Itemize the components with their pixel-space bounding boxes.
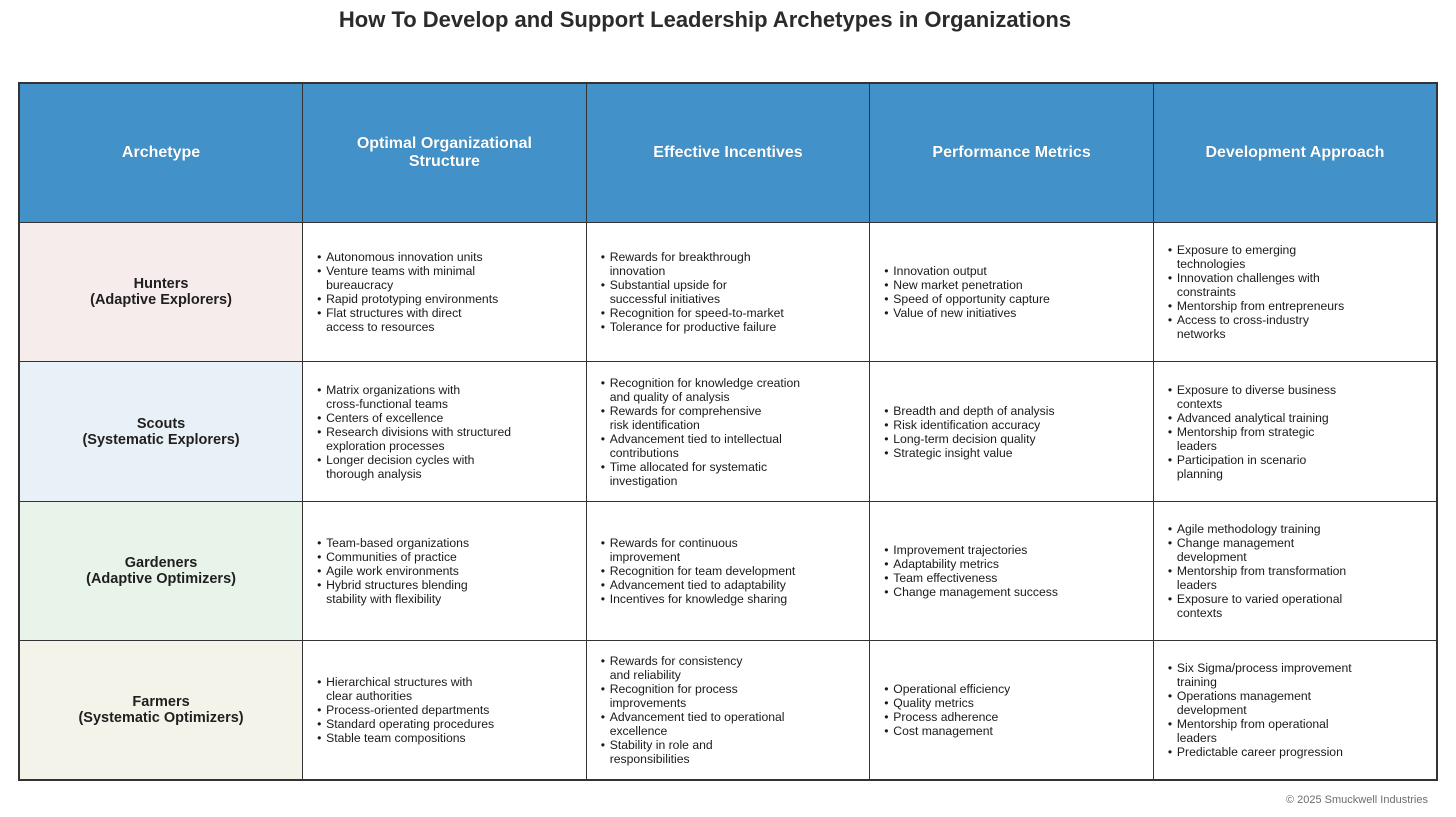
list-item: • Recognition for knowledge creation and quality of analysis bbox=[601, 376, 856, 404]
list-item: • Change management success bbox=[884, 585, 1139, 599]
archetype-subtitle: (Systematic Explorers) bbox=[82, 431, 240, 448]
list-item: • Recognition for process improvements bbox=[601, 682, 856, 710]
metrics-cell bbox=[870, 362, 1154, 501]
list-item: • Mentorship from entrepreneurs bbox=[1168, 299, 1422, 313]
table-row bbox=[19, 501, 1437, 640]
copyright-footer: © 2025 Smuckwell Industries bbox=[1285, 794, 1428, 806]
archetype-subtitle: (Systematic Optimizers) bbox=[78, 710, 244, 727]
list-item: • Cost management bbox=[884, 724, 1139, 738]
list-item: • Agile methodology training bbox=[1168, 522, 1422, 536]
list-item: • Rewards for breakthrough innovation bbox=[601, 250, 856, 278]
header-structure: Optimal Organizational Structure bbox=[303, 83, 587, 223]
list-item: • Advanced analytical training bbox=[1168, 411, 1422, 425]
list-item: • Longer decision cycles with thorough analysis bbox=[317, 453, 572, 481]
list-item: • Mentorship from strategic leaders bbox=[1168, 425, 1422, 453]
archetype-subtitle: (Adaptive Optimizers) bbox=[86, 570, 236, 587]
list-item: • Innovation output bbox=[884, 264, 1139, 278]
bullet-list bbox=[303, 536, 586, 606]
bullet-list bbox=[587, 536, 870, 606]
list-item: • Advancement tied to operational excellence bbox=[601, 710, 856, 738]
bullet-list bbox=[870, 682, 1153, 738]
list-item: • Long-term decision quality bbox=[884, 432, 1139, 446]
archetype-name: Hunters bbox=[133, 276, 189, 293]
development-cell bbox=[1153, 223, 1437, 362]
metrics-cell bbox=[870, 501, 1154, 640]
list-item: • Rewards for continuous improvement bbox=[601, 536, 856, 564]
list-item: • Speed of opportunity capture bbox=[884, 292, 1139, 306]
list-item: • Access to cross-industry networks bbox=[1168, 313, 1422, 341]
archetype-table bbox=[18, 82, 1438, 781]
archetype-name: Gardeners bbox=[124, 554, 198, 571]
table-row bbox=[19, 641, 1437, 780]
table-body bbox=[19, 223, 1437, 781]
development-cell bbox=[1153, 362, 1437, 501]
list-item: • Predictable career progression bbox=[1168, 745, 1422, 759]
header-incentives: Effective Incentives bbox=[586, 83, 870, 223]
list-item: • Change management development bbox=[1168, 536, 1422, 564]
list-item: • Advancement tied to adaptability bbox=[601, 578, 856, 592]
bullet-list bbox=[587, 250, 870, 334]
list-item: • Exposure to emerging technologies bbox=[1168, 243, 1422, 271]
bullet-list bbox=[303, 675, 586, 745]
archetype-cell bbox=[19, 362, 303, 501]
bullet-list bbox=[870, 543, 1153, 599]
list-item: • Recognition for speed-to-market bbox=[601, 306, 856, 320]
list-item: • Communities of practice bbox=[317, 550, 572, 564]
page-title: How To Develop and Support Leadership Archetypes in Organizations bbox=[338, 7, 1072, 32]
incentives-cell bbox=[586, 501, 870, 640]
list-item: • Improvement trajectories bbox=[884, 543, 1139, 557]
list-item: • Team effectiveness bbox=[884, 571, 1139, 585]
bullet-list bbox=[303, 250, 586, 334]
list-item: • Risk identification accuracy bbox=[884, 418, 1139, 432]
archetype-cell bbox=[19, 641, 303, 780]
list-item: • Standard operating procedures bbox=[317, 717, 572, 731]
bullet-list bbox=[870, 264, 1153, 320]
structure-cell bbox=[303, 501, 587, 640]
list-item: • Recognition for team development bbox=[601, 564, 856, 578]
list-item: • Value of new initiatives bbox=[884, 306, 1139, 320]
archetype-subtitle: (Adaptive Explorers) bbox=[90, 292, 232, 309]
bullet-list bbox=[870, 404, 1153, 460]
list-item: • Hierarchical structures with clear authorities bbox=[317, 675, 572, 703]
list-item: • Rewards for consistency and reliability bbox=[601, 654, 856, 682]
list-item: • Research divisions with structured exploration processes bbox=[317, 425, 572, 453]
table-header bbox=[19, 83, 1437, 223]
list-item: • Team-based organizations bbox=[317, 536, 572, 550]
list-item: • Rewards for comprehensive risk identification bbox=[601, 404, 856, 432]
header-development: Development Approach bbox=[1153, 83, 1437, 223]
incentives-cell bbox=[586, 223, 870, 362]
list-item: • Venture teams with minimal bureaucracy bbox=[317, 264, 572, 292]
bullet-list bbox=[1154, 383, 1436, 481]
bullet-list bbox=[1154, 661, 1436, 759]
bullet-list bbox=[587, 654, 870, 766]
list-item: • Adaptability metrics bbox=[884, 557, 1139, 571]
incentives-cell bbox=[586, 362, 870, 501]
list-item: • Rapid prototyping environments bbox=[317, 292, 572, 306]
list-item: • Strategic insight value bbox=[884, 446, 1139, 460]
list-item: • Hybrid structures blending stability with flexibility bbox=[317, 578, 572, 606]
list-item: • Tolerance for productive failure bbox=[601, 320, 856, 334]
list-item: • Participation in scenario planning bbox=[1168, 453, 1422, 481]
archetype-name: Scouts bbox=[136, 415, 186, 432]
bullet-list bbox=[1154, 243, 1436, 341]
list-item: • Mentorship from transformation leaders bbox=[1168, 564, 1422, 592]
development-cell bbox=[1153, 641, 1437, 780]
list-item: • Innovation challenges with constraints bbox=[1168, 271, 1422, 299]
header-archetype: Archetype bbox=[19, 83, 303, 223]
list-item: • Process adherence bbox=[884, 710, 1139, 724]
bullet-list bbox=[587, 376, 870, 488]
header-row bbox=[19, 83, 1437, 223]
list-item: • Centers of excellence bbox=[317, 411, 572, 425]
bullet-list bbox=[1154, 522, 1436, 620]
list-item: • Matrix organizations with cross-functional teams bbox=[317, 383, 572, 411]
list-item: • Mentorship from operational leaders bbox=[1168, 717, 1422, 745]
development-cell bbox=[1153, 501, 1437, 640]
table-row bbox=[19, 223, 1437, 362]
header-metrics: Performance Metrics bbox=[870, 83, 1154, 223]
list-item: • Stable team compositions bbox=[317, 731, 572, 745]
list-item: • Flat structures with direct access to resources bbox=[317, 306, 572, 334]
list-item: • New market penetration bbox=[884, 278, 1139, 292]
structure-cell bbox=[303, 362, 587, 501]
list-item: • Six Sigma/process improvement training bbox=[1168, 661, 1422, 689]
list-item: • Advancement tied to intellectual contributions bbox=[601, 432, 856, 460]
archetype-cell bbox=[19, 223, 303, 362]
list-item: • Exposure to varied operational contexts bbox=[1168, 592, 1422, 620]
list-item: • Breadth and depth of analysis bbox=[884, 404, 1139, 418]
list-item: • Process-oriented departments bbox=[317, 703, 572, 717]
list-item: • Incentives for knowledge sharing bbox=[601, 592, 856, 606]
archetype-cell bbox=[19, 501, 303, 640]
list-item: • Operations management development bbox=[1168, 689, 1422, 717]
incentives-cell bbox=[586, 641, 870, 780]
list-item: • Exposure to diverse business contexts bbox=[1168, 383, 1422, 411]
list-item: • Stability in role and responsibilities bbox=[601, 738, 856, 766]
table-row bbox=[19, 362, 1437, 501]
bullet-list bbox=[303, 383, 586, 481]
metrics-cell bbox=[870, 641, 1154, 780]
list-item: • Autonomous innovation units bbox=[317, 250, 572, 264]
list-item: • Time allocated for systematic investigation bbox=[601, 460, 856, 488]
archetype-name: Farmers bbox=[132, 694, 190, 711]
list-item: • Operational efficiency bbox=[884, 682, 1139, 696]
list-item: • Quality metrics bbox=[884, 696, 1139, 710]
structure-cell bbox=[303, 641, 587, 780]
list-item: • Agile work environments bbox=[317, 564, 572, 578]
structure-cell bbox=[303, 223, 587, 362]
list-item: • Substantial upside for successful initiatives bbox=[601, 278, 856, 306]
metrics-cell bbox=[870, 223, 1154, 362]
